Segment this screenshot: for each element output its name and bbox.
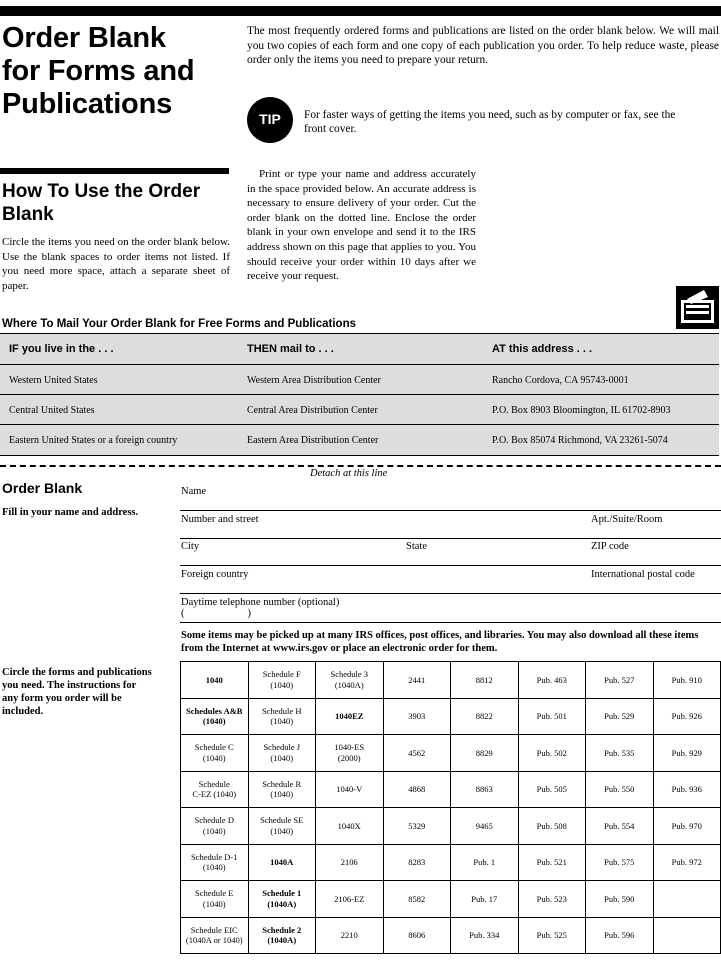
form-name: 1040-V — [336, 784, 363, 794]
form-name: Pub. 926 — [671, 711, 702, 721]
state-label: State — [406, 541, 427, 552]
form-subtitle: (1040) — [270, 752, 294, 763]
apt-label: Apt./Suite/Room — [591, 514, 663, 525]
form-cell[interactable] — [653, 808, 721, 845]
form-cell[interactable] — [248, 698, 316, 735]
phone-field[interactable] — [180, 622, 721, 623]
form-cell[interactable] — [586, 698, 654, 735]
form-name: 1040-ES — [334, 742, 365, 753]
form-name: 2441 — [408, 674, 426, 685]
mail-table-header — [0, 334, 719, 365]
form-name: 5329 — [408, 820, 426, 831]
zip-label: ZIP code — [591, 541, 629, 552]
form-name: Pub. 575 — [604, 857, 635, 867]
form-subtitle: C-EZ (1040) — [192, 789, 237, 800]
form-cell[interactable] — [383, 808, 451, 845]
form-cell[interactable] — [451, 881, 519, 918]
form-cell[interactable] — [181, 844, 249, 881]
form-cell[interactable] — [451, 808, 519, 845]
tip-label: TIP — [259, 111, 281, 127]
form-name: Pub. 508 — [536, 820, 567, 831]
form-subtitle: (2000) — [337, 752, 361, 763]
form-cell[interactable] — [181, 808, 249, 845]
form-cell[interactable] — [248, 808, 316, 845]
form-cell[interactable] — [586, 771, 654, 808]
form-name: Pub. 505 — [536, 784, 567, 794]
table-row — [181, 698, 721, 735]
form-name: 8863 — [475, 784, 493, 794]
form-name: 8829 — [475, 747, 493, 758]
form-name: Schedule SE — [260, 815, 304, 826]
form-cell[interactable] — [248, 844, 316, 881]
form-name: Pub. 463 — [536, 674, 567, 685]
table-row — [181, 662, 721, 699]
form-cell[interactable] — [518, 917, 586, 954]
form-subtitle: (1040A) — [334, 679, 364, 690]
table-row — [181, 844, 721, 881]
mail-cell: Western Area Distribution Center — [247, 375, 381, 386]
page-title — [2, 22, 194, 121]
how-to-title-line: Blank — [2, 204, 54, 225]
form-cell[interactable] — [316, 735, 384, 772]
form-name: Pub. 550 — [604, 784, 635, 794]
form-name: Pub. 970 — [671, 820, 702, 831]
form-name: 2106-EZ — [334, 893, 365, 904]
form-subtitle: (1040) — [270, 716, 294, 727]
table-row — [181, 771, 721, 808]
forms-order-table — [180, 661, 721, 954]
form-name: 2106 — [340, 857, 358, 867]
form-name: Pub. 523 — [536, 893, 567, 904]
form-cell[interactable] — [518, 735, 586, 772]
how-to-title — [2, 180, 200, 226]
mail-address-table — [0, 333, 719, 456]
form-name: Pub. 502 — [536, 747, 567, 758]
form-cell[interactable] — [586, 917, 654, 954]
form-cell[interactable] — [248, 735, 316, 772]
form-name: Schedules A&B — [186, 705, 243, 716]
form-cell[interactable] — [248, 662, 316, 699]
form-cell[interactable] — [518, 698, 586, 735]
mail-table-row — [0, 424, 719, 454]
form-cell[interactable] — [451, 917, 519, 954]
form-name: Schedule C — [194, 742, 234, 753]
form-name: Pub. 929 — [671, 747, 702, 758]
form-cell[interactable] — [181, 662, 249, 699]
form-cell[interactable] — [316, 808, 384, 845]
form-cell[interactable] — [518, 808, 586, 845]
intro-paragraph: The most frequently ordered forms and publications are listed on the order blank below. We will mail you two copies of each form and one copy of each publication you order. To help reduce waste, please order only the items you need to prepare your return. — [247, 25, 719, 66]
mail-header-cell: AT this address . . . — [492, 343, 593, 355]
form-name: Pub. 1 — [473, 857, 496, 867]
mail-cell: Central United States — [9, 405, 95, 416]
name-field[interactable] — [180, 510, 721, 511]
form-cell[interactable] — [316, 698, 384, 735]
form-cell[interactable] — [451, 844, 519, 881]
phone-label: Daytime telephone number (optional) — [181, 597, 340, 608]
form-name: Pub. 535 — [604, 747, 635, 758]
form-subtitle: (1040) — [202, 898, 226, 909]
form-cell[interactable] — [451, 662, 519, 699]
tip-icon — [247, 97, 293, 143]
form-cell — [653, 881, 721, 918]
form-subtitle: (1040) — [202, 825, 226, 836]
form-name: Pub. 17 — [471, 893, 498, 904]
form-name: Pub. 596 — [604, 930, 635, 940]
form-name: 4562 — [408, 747, 426, 758]
form-cell[interactable] — [248, 881, 316, 918]
form-cell[interactable] — [518, 844, 586, 881]
form-cell[interactable] — [518, 771, 586, 808]
detach-label: Detach at this line — [310, 468, 388, 479]
form-cell[interactable] — [586, 881, 654, 918]
form-name: 8606 — [408, 930, 426, 940]
form-name: 4868 — [408, 784, 426, 794]
form-cell[interactable] — [653, 662, 721, 699]
form-cell[interactable] — [383, 844, 451, 881]
detach-line[interactable] — [0, 465, 721, 467]
form-name: Schedule D — [194, 815, 234, 826]
table-row — [181, 808, 721, 845]
form-name: 1040 — [205, 674, 223, 685]
mail-cell: Eastern United States or a foreign country — [9, 435, 178, 446]
table-row — [181, 881, 721, 918]
mail-cell: P.O. Box 85074 Richmond, VA 23261-5074 — [492, 435, 668, 446]
form-name: 2210 — [340, 930, 358, 940]
form-name: Pub. 527 — [604, 674, 635, 685]
top-rule — [0, 6, 721, 16]
form-name: 9465 — [475, 820, 493, 831]
how-to-title-line: How To Use the Order — [2, 181, 201, 202]
form-subtitle: (1040A) — [267, 935, 297, 946]
circle-forms-note: Circle the forms and publications you need. The instructions for any form you order will be included. — [2, 667, 152, 717]
form-cell[interactable] — [316, 917, 384, 954]
form-subtitle: (1040) — [270, 789, 294, 800]
form-cell[interactable] — [383, 698, 451, 735]
page-title-line: Order Blank — [2, 22, 166, 54]
form-cell[interactable] — [383, 735, 451, 772]
form-name: Schedule 3 — [330, 669, 369, 680]
form-cell[interactable] — [316, 844, 384, 881]
form-name: Pub. 334 — [469, 930, 500, 940]
form-name: Pub. 521 — [536, 857, 567, 867]
mail-section-title: Where To Mail Your Order Blank for Free Forms and Publications — [2, 318, 357, 330]
form-name: Schedule F — [262, 669, 301, 680]
form-name: Schedule 1 — [262, 888, 302, 899]
form-cell[interactable] — [383, 917, 451, 954]
form-cell[interactable] — [316, 771, 384, 808]
form-cell[interactable] — [518, 881, 586, 918]
mail-cell: Eastern Area Distribution Center — [247, 435, 379, 446]
form-name: 8582 — [408, 893, 426, 904]
form-name: Schedule E — [195, 888, 234, 899]
form-cell[interactable] — [586, 844, 654, 881]
form-subtitle: (1040) — [202, 752, 226, 763]
mail-cell: Rancho Cordova, CA 95743-0001 — [492, 375, 629, 386]
form-cell[interactable] — [586, 735, 654, 772]
mail-header-cell: THEN mail to . . . — [247, 343, 334, 355]
form-name: 8822 — [475, 711, 493, 721]
form-cell — [653, 917, 721, 954]
street-label: Number and street — [181, 514, 259, 525]
form-name: 8812 — [475, 674, 493, 685]
form-name: Pub. 910 — [671, 674, 702, 685]
form-cell[interactable] — [181, 735, 249, 772]
form-cell[interactable] — [316, 662, 384, 699]
form-cell[interactable] — [248, 917, 316, 954]
name-label: Name — [181, 486, 207, 497]
form-name: 1040A — [270, 857, 294, 867]
form-name: Pub. 529 — [604, 711, 635, 721]
page-title-line: for Forms and — [2, 55, 195, 87]
form-cell[interactable] — [181, 698, 249, 735]
mail-cell: Western United States — [9, 375, 98, 386]
mail-table-row — [0, 394, 719, 425]
form-name: Pub. 972 — [671, 857, 702, 867]
form-name: Pub. 501 — [536, 711, 567, 721]
form-cell[interactable] — [451, 698, 519, 735]
form-subtitle: (1040A or 1040) — [185, 935, 243, 946]
form-cell[interactable] — [383, 662, 451, 699]
order-blank-title: Order Blank — [2, 480, 83, 496]
form-subtitle: (1040A) — [267, 898, 297, 909]
form-name: Schedule H — [262, 705, 302, 716]
form-cell[interactable] — [586, 808, 654, 845]
form-cell[interactable] — [316, 881, 384, 918]
form-name: Schedule D-1 — [190, 851, 238, 862]
country-field[interactable] — [180, 593, 721, 594]
form-name: 8283 — [408, 857, 426, 867]
form-name: Pub. 554 — [604, 820, 635, 831]
form-name: 1040EZ — [335, 711, 364, 721]
page-title-line: Publications — [2, 88, 173, 120]
form-cell[interactable] — [518, 662, 586, 699]
form-name: 3903 — [408, 711, 426, 721]
form-name: 1040X — [337, 820, 361, 831]
form-cell[interactable] — [248, 771, 316, 808]
form-name: Schedule R — [262, 778, 302, 789]
form-cell[interactable] — [653, 698, 721, 735]
mail-table-row — [0, 364, 719, 395]
form-cell[interactable] — [653, 735, 721, 772]
how-to-text: Circle the items you need on the order blank below. Use the blank spaces to order items not listed. If you need more space, attach a separate sheet of paper. — [2, 236, 230, 292]
form-name: Pub. 936 — [671, 784, 702, 794]
form-name: Pub. 590 — [604, 893, 635, 904]
mail-envelope-icon — [676, 286, 719, 329]
form-cell[interactable] — [383, 881, 451, 918]
tip-text: For faster ways of getting the items you need, such as by computer or fax, see the front cover. — [304, 109, 676, 135]
form-cell[interactable] — [451, 735, 519, 772]
city-state-zip-field[interactable] — [180, 565, 721, 566]
form-name: Pub. 525 — [536, 930, 567, 940]
form-name: Schedule 2 — [262, 924, 302, 935]
form-subtitle: (1040) — [202, 862, 226, 873]
form-subtitle: (1040) — [270, 679, 294, 690]
form-cell[interactable] — [181, 917, 249, 954]
form-cell[interactable] — [653, 771, 721, 808]
section-rule — [0, 168, 229, 174]
postal-code-label: International postal code — [591, 569, 695, 580]
form-cell[interactable] — [451, 771, 519, 808]
city-label: City — [181, 541, 200, 552]
form-subtitle: (1040) — [202, 716, 226, 727]
form-subtitle: (1040) — [270, 825, 294, 836]
form-cell[interactable] — [653, 844, 721, 881]
form-cell[interactable] — [181, 881, 249, 918]
form-cell[interactable] — [181, 771, 249, 808]
form-name: Schedule — [198, 778, 230, 789]
country-label: Foreign country — [181, 569, 249, 580]
street-field[interactable] — [180, 538, 721, 539]
form-cell[interactable] — [383, 771, 451, 808]
phone-parens: ( ) — [181, 608, 251, 619]
mail-cell: P.O. Box 8903 Bloomington, IL 61702-8903 — [492, 405, 671, 416]
table-row — [181, 917, 721, 954]
fill-in-note: Fill in your name and address. — [2, 507, 139, 518]
availability-note: Some items may be picked up at many IRS offices, post offices, and libraries. You may also download all these items from the Internet at www.irs.gov or place an electronic order for them. — [181, 630, 699, 654]
mail-cell: Central Area Distribution Center — [247, 405, 378, 416]
mail-header-cell: IF you live in the . . . — [9, 343, 114, 355]
table-row — [181, 735, 721, 772]
form-cell[interactable] — [586, 662, 654, 699]
form-name: Schedule J — [263, 742, 301, 753]
print-instructions: Print or type your name and address accurately in the space provided below. An accurate address is necessary to ensure delivery of your order. Cut the order blank on the dotted line. Enclose the order blank in your own envelope and send it to the IRS address shown on this page that applies to you. You should receive your order within 10 days after we receive your request. — [247, 168, 476, 283]
form-name: Schedule EIC — [190, 924, 238, 935]
